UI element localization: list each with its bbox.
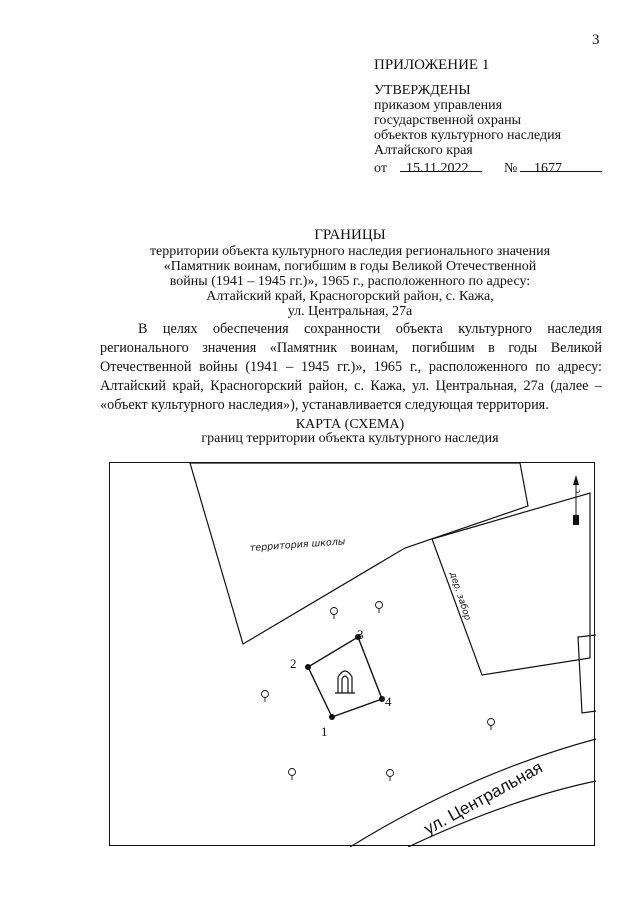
point-label-4: 4: [385, 694, 392, 709]
document-title: [100, 228, 600, 319]
right-edge-lot: [578, 635, 596, 713]
map-subtitle: границ территории объекта культурного наследия: [201, 431, 499, 446]
tree-icon: [331, 608, 338, 620]
boundary-point-2: [305, 664, 311, 670]
point-label-2: 2: [290, 656, 297, 671]
title-line: войны (1941 – 1945 гг.)», 1965 г., расположенного по адресу:: [169, 274, 531, 289]
map-drawing: [110, 463, 596, 847]
page-number: 3: [592, 32, 600, 48]
title-line: территории объекта культурного наследия регионального значения: [149, 244, 551, 259]
approval-line: приказом управления: [374, 98, 503, 113]
point-label-3: 3: [357, 627, 364, 642]
map-heading: [100, 418, 600, 446]
street-label: ул. Центральная: [420, 757, 546, 839]
order-number: 1677: [534, 161, 562, 176]
date-prefix: от: [374, 161, 387, 176]
arch-monument-icon: [335, 671, 355, 693]
body-paragraph: В целях обеспечения сохранности объекта культурного наследия регионального значения «Памятник воинам, погибшим в годы Великой Отечественной войны (1941 – 1945 гг.)», 1965 г., расположенного по адресу: Алтайский край, Красногорский район, с. Кажа, ул. Центральная, 27а (далее – «объект культурного наследия»), устанавливается следующая территория.: [100, 321, 602, 413]
title-line: ул. Центральная, 27а: [287, 304, 413, 319]
tree-icon: [488, 719, 495, 731]
north-letter: с: [572, 489, 582, 493]
title-heading: ГРАНИЦЫ: [314, 227, 386, 243]
order-date: 15.11.2022: [406, 161, 469, 176]
tree-icon: [262, 691, 269, 703]
tree-icon: [376, 602, 383, 614]
approved-label: УТВЕРЖДЕНЫ: [374, 83, 471, 98]
map-title: КАРТА (СХЕМА): [295, 417, 405, 432]
appendix-heading: ПРИЛОЖЕНИЕ 1: [374, 57, 490, 73]
school-territory-outline: [190, 463, 528, 644]
title-line: «Памятник воинам, погибшим в годы Великой Отечественной: [163, 259, 537, 274]
number-prefix: №: [504, 161, 518, 176]
approval-line: Алтайского края: [374, 143, 473, 158]
approval-line: государственной охраны: [374, 113, 522, 128]
tree-icon: [387, 770, 394, 782]
title-line: Алтайский край, Красногорский район, с. Кажа,: [206, 289, 494, 304]
approval-block: [374, 58, 561, 181]
date-underline: [400, 171, 482, 172]
number-underline: [520, 171, 602, 172]
point-label-1: 1: [321, 724, 328, 739]
approval-line: объектов культурного наследия: [374, 128, 562, 143]
boundary-point-1: [329, 714, 335, 720]
fence-label: дер. забор: [447, 570, 473, 622]
boundary-map: [109, 462, 595, 846]
north-arrow-icon: [573, 475, 579, 525]
tree-icon: [289, 769, 296, 781]
heritage-boundary-polygon: [308, 637, 382, 717]
school-territory-label: территория школы: [249, 536, 346, 554]
